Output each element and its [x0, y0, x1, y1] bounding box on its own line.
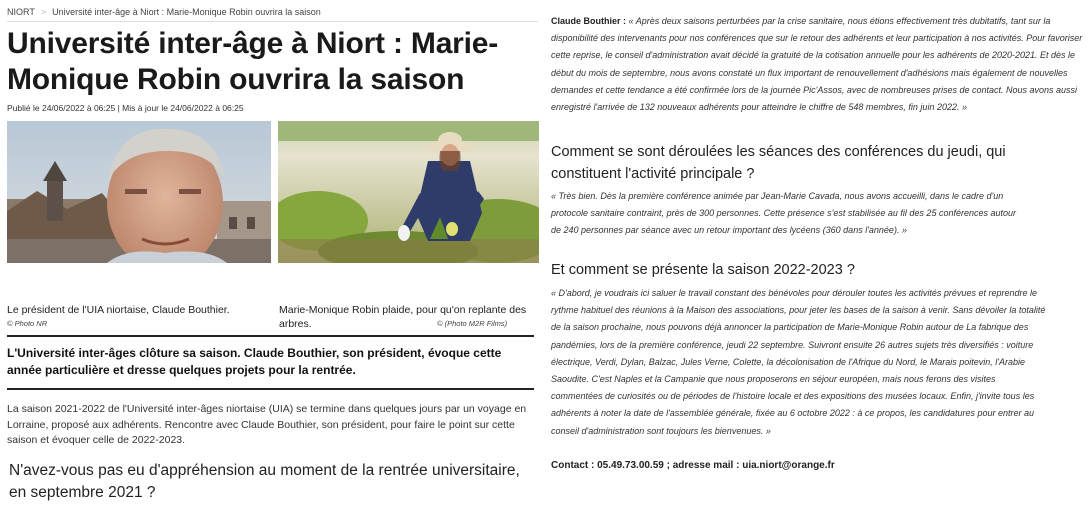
- photo-claude-bouthier[interactable]: [7, 121, 271, 263]
- article-lead: L'Université inter-âges clôture sa saison. Claude Bouthier, son président, évoque cette année particulière et dresse quelques projets pour la rentrée.: [7, 346, 502, 377]
- photo-caption: Marie-Monique Robin plaide, pour qu'on replante des arbres.: [279, 304, 527, 330]
- interview-question: Comment se sont déroulées les séances des conférences du jeudi, qui constituent l'activité principale ?: [551, 144, 1006, 182]
- breadcrumb-current: Université inter-âge à Niort : Marie-Monique Robin ouvrira la saison: [52, 7, 321, 17]
- breadcrumb: [7, 7, 321, 17]
- garden-photo-image: [278, 121, 539, 263]
- publication-date: Publié le 24/06/2022 à 06:25 | Mis à jour le 24/06/2022 à 06:25: [7, 103, 244, 113]
- right-column: [544, 0, 1084, 513]
- page-title: Université inter-âge à Niort : Marie-Monique Robin ouvrira la saison: [7, 27, 499, 96]
- photo-credit: © Photo NR: [7, 319, 48, 328]
- interview-question: Et comment se présente la saison 2022-2023 ?: [551, 262, 855, 278]
- portrait-photo-image: [7, 121, 271, 263]
- interview-answer: [551, 13, 1084, 116]
- photo-credit: © (Photo M2R Films): [437, 319, 508, 328]
- interview-answer: « D'abord, je voudrais ici saluer le travail constant des bénévoles pour dérouler toutes les activités prévues et reprendre le rythme habituel des réunions à la Maison des associations, pour jeter les bases de la saison à venir. Sans dévoiler la totalité de la saison prochaine, nous pouvons déjà annoncer la participation de Marie-Monique Robin autour de La fabrique des pandémies, lors de la première conférence, jeudi 22 septembre. Suivront ensuite 26 autres sujets très diversifiés : voiture électrique, Verdi, Dylan, Balzac, Jules Verne, Colette, la décolonisation de l'Afrique du Nord, le Marais poitevin, l'Arabie Saoudite. C'est Naples et la Campanie que nous proposerons en séjour européen, mais nous ferons des visites commentées de curiosités ou de périodes de l'histoire locale et des expositions des musées locaux. Enfin, j'invite tous les adhérents à noter la date de l'assemblée générale, fixée au 6 octobre 2022 : à ce propos, les candidatures pour entrer au conseil d'administration sont toujours les bienvenues. »: [551, 288, 1046, 436]
- lead-top-rule: [7, 335, 534, 337]
- interview-answer: « Très bien. Dès la première conférence animée par Jean-Marie Cavada, nous avons accueilli, dans le cadre d'un protocole sanitaire contraint, près de 300 personnes. Cette présence s'est stabilisée au fil des 25 conférences autour de 240 personnes par séance avec un retour important des lycéens (360 dans l'année). »: [551, 191, 1016, 236]
- photo-marie-monique-robin[interactable]: [278, 121, 539, 263]
- photo-caption: Le président de l'UIA niortaise, Claude Bouthier.: [7, 304, 230, 316]
- article-intro: La saison 2021-2022 de l'Université inter-âges niortaise (UIA) se termine dans quelques jours par un voyage en Lorraine, proposé aux adhérents. Rencontre avec Claude Bouthier, son président, pour faire le point sur cette saison et évoquer celle de 2022-2023.: [7, 403, 527, 446]
- answer-text: « Après deux saisons perturbées par la crise sanitaire, nous étions effectivement très dubitatifs, tant sur la disponibilité des intervenants pour nos conférences que sur le retour des adhérents et leur participation à nos activités. Pour favoriser cette reprise, le conseil d'administration avait décidé la gratuité de la cotisation annuelle pour les adhérents de 2020-2021. Et dès le début du mois de septembre, nous avons constaté un flux important de renouvellement d'adhésions mais également de nouvelles demandes et cette tendance a été confirmée lors de la journée Pic'Assos, avec de nombreuses prises de contact. Nous avons aussi enregistré l'arrivée de 132 nouveaux adhérents pour atteindre le chiffre de 548 membres, fin juin 2022. »: [551, 16, 1083, 113]
- breadcrumb-divider: [7, 21, 538, 22]
- breadcrumb-section-link[interactable]: NIORT: [7, 7, 35, 17]
- speaker-name: Claude Bouthier :: [551, 16, 627, 26]
- interview-question: N'avez-vous pas eu d'appréhension au moment de la rentrée universitaire, en septembre 2021 ?: [9, 462, 520, 501]
- left-column: [0, 0, 540, 513]
- lead-bottom-rule: [7, 388, 534, 390]
- contact-info: Contact : 05.49.73.00.59 ; adresse mail : uia.niort@orange.fr: [551, 460, 835, 471]
- chevron-right-icon: >: [40, 7, 47, 17]
